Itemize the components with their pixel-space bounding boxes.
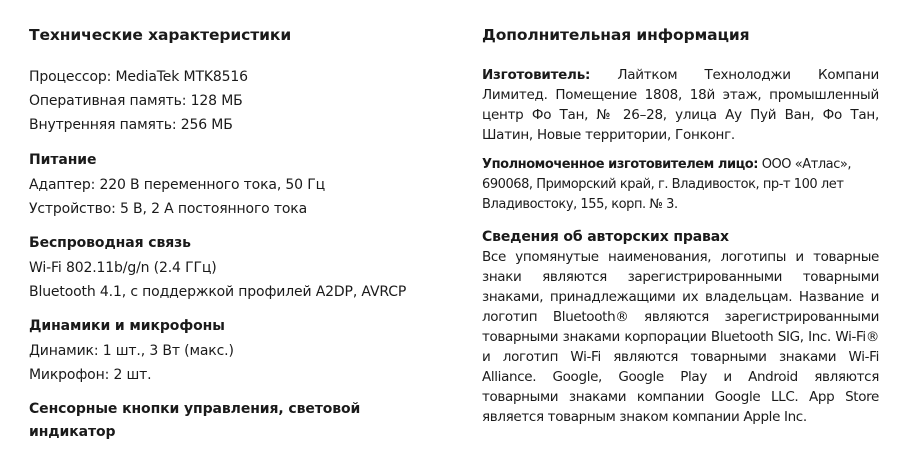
copyright-title: Сведения об авторских правах xyxy=(482,229,729,245)
spec-speaker: Динамик: 1 шт., 3 Вт (макс.) xyxy=(29,343,234,359)
authorized-representative-block xyxy=(482,155,879,215)
spec-storage: Внутренняя память: 256 МБ xyxy=(29,117,233,133)
spec-bluetooth: Bluetooth 4.1, с поддержкой профилей A2DP, AVRCP xyxy=(29,284,407,300)
additional-info-column xyxy=(482,24,879,427)
spec-adapter: Адаптер: 220 В переменного тока, 50 Гц xyxy=(29,177,326,193)
spec-power-title: Питание xyxy=(29,152,97,168)
spec-group-hardware xyxy=(29,65,439,137)
spec-group-wireless xyxy=(29,232,439,304)
spec-wifi: Wi-Fi 802.11b/g/n (2.4 ГГц) xyxy=(29,260,217,276)
additional-info-heading: Дополнительная информация xyxy=(482,26,750,44)
spec-wireless-title: Беспроводная связь xyxy=(29,235,191,251)
authorized-representative-label: Уполномоченное изготовителем лицо: xyxy=(482,157,759,172)
authorized-representative-text: ООО «Атлас», 690068, Приморский край, г. Владивосток, пр-т 100 лет Владивостоку, 155, корп. № 3. xyxy=(482,157,852,212)
specifications-column xyxy=(29,24,439,445)
specifications-heading: Технические характеристики xyxy=(29,26,292,44)
copyright-text: Все упомянутые наименования, логотипы и товарные знаки являются зарегистрированными товарными знаками, принадлежащими их владельцам. Название и логотип Bluetooth® являются зарегистрированными товарными знаками корпорации Bluetooth SIG, Inc. Wi-Fi® и логотип Wi-Fi являются товарными знаками Wi-Fi Alliance. Google, Google Play и Android являются товарными знаками компании Google LLC. App Store является товарным знаком компании Apple Inc. xyxy=(482,249,879,425)
spec-group-audio xyxy=(29,315,439,387)
spec-device-power: Устройство: 5 В, 2 А постоянного тока xyxy=(29,201,308,217)
spec-controls-title: Сенсорные кнопки управления, световой индикатор xyxy=(29,401,361,440)
manufacturer-label: Изготовитель: xyxy=(482,67,591,83)
spec-audio-title: Динамики и микрофоны xyxy=(29,318,225,334)
spec-group-power xyxy=(29,149,439,221)
spec-ram: Оперативная память: 128 МБ xyxy=(29,93,243,109)
manufacturer-block xyxy=(482,65,879,145)
spec-processor: Процессор: MediaTek MTK8516 xyxy=(29,69,248,85)
manufacturer-text: Лайтком Технолоджи Компани Лимитед. Помещение 1808, 18й этаж, промышленный центр Фо Тан, № 26–28, улица Ау Пуй Ван, Фо Тан, Шатин, Новые территории, Гонконг. xyxy=(482,67,879,143)
spec-microphone: Микрофон: 2 шт. xyxy=(29,367,152,383)
